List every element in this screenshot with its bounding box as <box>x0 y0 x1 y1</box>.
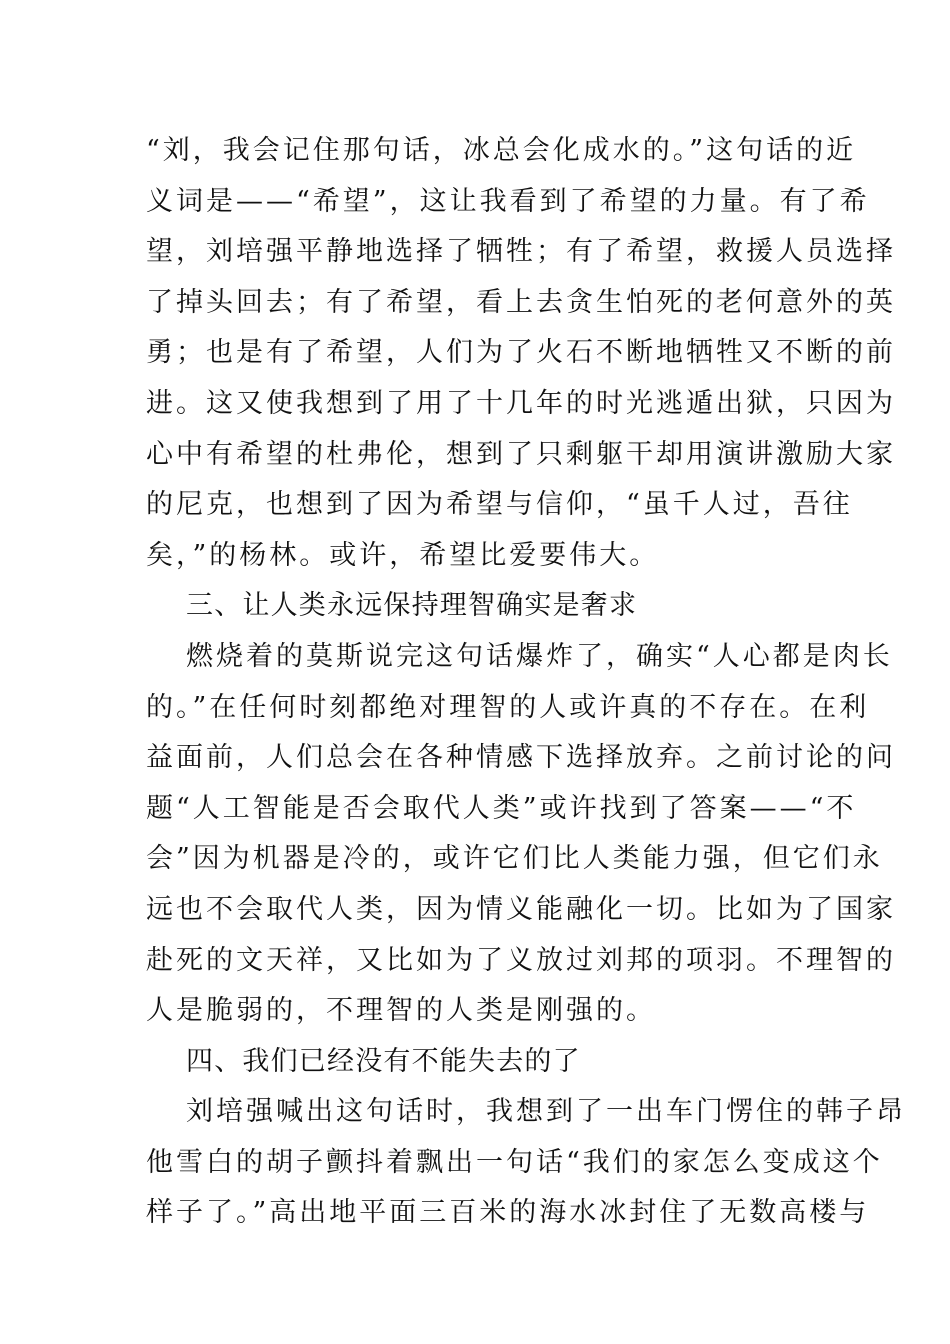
text-line: 人是脆弱的，不理智的人类是刚强的。 <box>146 995 656 1027</box>
text-line: 的。”在任何时刻都绝对理智的人或许真的不存在。在利 <box>146 691 870 723</box>
text-line: “刘，我会记住那句话，冰总会化成水的。”这句话的近 <box>146 135 857 166</box>
text-line: 的尼克，也想到了因为希望与信仰，“虽千人过，吾往 <box>146 489 853 521</box>
text-line: 他雪白的胡子颤抖着飘出一句话“我们的家怎么变成这个 <box>146 1146 883 1178</box>
paragraph-reason <box>146 632 896 1037</box>
text-line: 义词是——“希望”，这让我看到了希望的力量。有了希 <box>146 185 870 217</box>
text-line: 矣，”的杨林。或许，希望比爱要伟大。 <box>146 539 660 571</box>
paragraph-hope <box>146 126 896 581</box>
text-line: 赴死的文天祥，又比如为了义放过刘邦的项羽。不理智的 <box>146 944 896 976</box>
text-line: 会”因为机器是冷的，或许它们比人类能力强，但它们永 <box>146 843 883 875</box>
text-line: 刘培强喊出这句话时，我想到了一出车门愣住的韩子昂 <box>186 1096 906 1128</box>
text-line: 样子了。”高出地平面三百米的海水冰封住了无数高楼与 <box>146 1197 870 1229</box>
text-line: 了掉头回去；有了希望，看上去贪生怕死的老何意外的英 <box>146 286 896 318</box>
text-line: 燃烧着的莫斯说完这句话爆炸了，确实“人心都是肉长 <box>186 640 893 672</box>
paragraph-nothing-to-lose <box>146 1087 906 1239</box>
section-heading-3: 三、让人类永远保持理智确实是奢求 <box>186 590 638 622</box>
text-line: 远也不会取代人类，因为情义能融化一切。比如为了国家 <box>146 893 896 925</box>
text-line: 望，刘培强平静地选择了牺牲；有了希望，救援人员选择 <box>146 236 896 268</box>
text-line: 题“人工智能是否会取代人类”或许找到了答案——“不 <box>146 792 857 824</box>
text-line: 心中有希望的杜弗伦，想到了只剩躯干却用演讲激励大家 <box>146 438 896 470</box>
text-line: 勇；也是有了希望，人们为了火石不断地牺牲又不断的前 <box>146 337 896 369</box>
section-heading-4: 四、我们已经没有不能失去的了 <box>186 1045 581 1077</box>
text-line: 进。这又使我想到了用了十几年的时光逃遁出狱，只因为 <box>146 387 896 419</box>
text-line: 益面前，人们总会在各种情感下选择放弃。之前讨论的问 <box>146 742 896 774</box>
document-body <box>146 126 906 1239</box>
